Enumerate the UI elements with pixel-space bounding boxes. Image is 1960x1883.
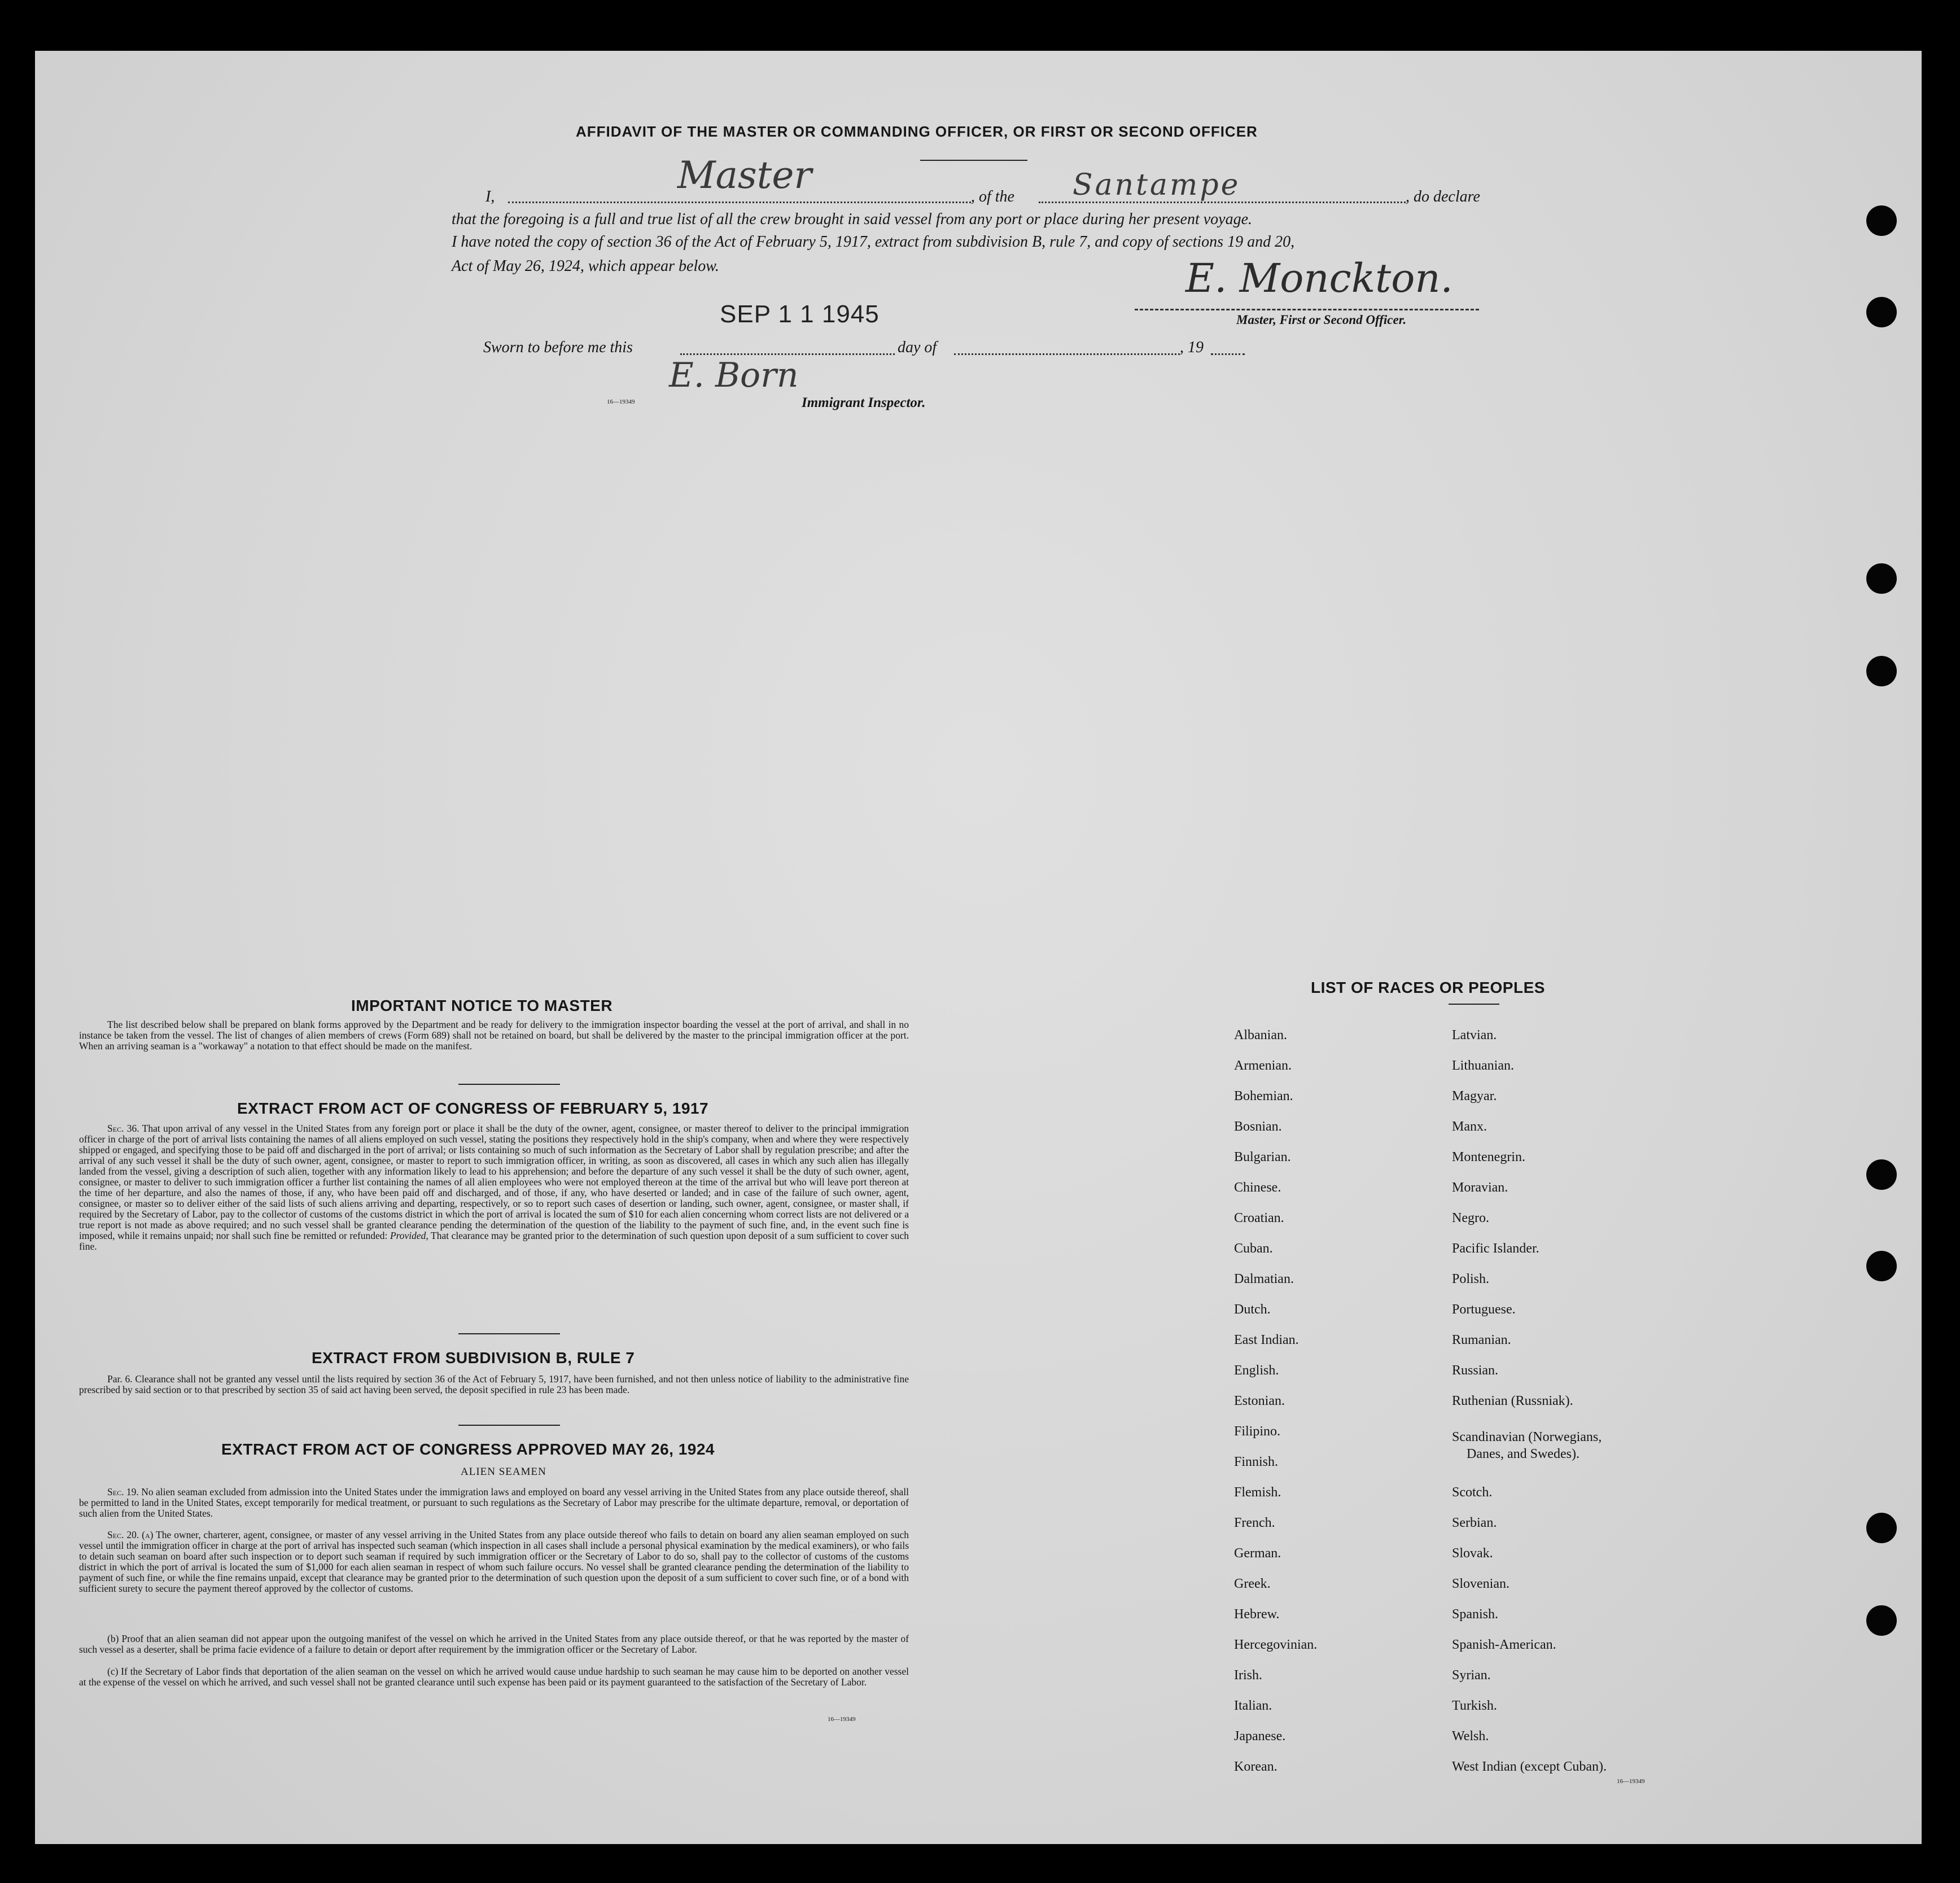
extract-1917-title: EXTRACT FROM ACT OF CONGRESS OF FEBRUARY 5, 1917 (237, 1100, 709, 1117)
race-left-item: Filipino. (1234, 1424, 1281, 1439)
race-right-item: Ruthenian (Russniak). (1452, 1394, 1573, 1408)
affidavit-i-label: I, (485, 188, 495, 205)
sec36-text: That upon arrival of any vessel in the United States from any foreign port or place it shall be the duty of the owner, agent, consignee, or master thereof to deliver to the principal immigration officer in charge of the port of arrival lists containing the names of all aliens employed on such vessel, stating the positions they respectively hold in the ship's company, when and where they were respectively shipped or engaged, and specifying those to be paid off and discharged in the port of arrival; or lists containing so much of such information as the Secretary of Labor shall by regulation prescribe; and after the arrival of any such vessel it shall be the duty of such owner, agent, consignee, or master to report to such immigration officer, in writing, as soon as discovered, all cases in which any such alien has illegally landed from the vessel, giving a description of such alien, together with any information likely to lead to his apprehension; and before the departure of any such vessel it shall be the duty of such owner, agent, consignee, or master to deliver to such immigration officer a further list containing the names of all alien employees who were not employed thereon at the time of the arrival but who will leave port thereon at the time of her departure, and also the names of those, if any, who have been paid off and discharged, and of those, if any, who have deserted or landed; and in case of the failure of such owner, agent, consignee, or master so to deliver either of the said lists of such aliens arriving and departing, respectively, or so to report such cases of desertion or landing, such owner, agent, consignee, or master shall, if required by the Secretary of Labor, pay to the collector of customs of the customs district in which the port of arrival is located the sum of $10 for each alien concerning whom correct lists are not delivered or a true report is not made as above required; and no such vessel shall be granted clearance pending the determination of the question of the liability to the payment of such fine, and, in the event such fine is imposed, while it remains unpaid; nor shall such fine be remitted or refunded: (79, 1123, 909, 1241)
race-right-item: Latvian. (1452, 1028, 1497, 1043)
sec36-label: Sec. 36. (107, 1123, 139, 1134)
race-right-item: Magyar. (1452, 1089, 1497, 1103)
race-right-item: Negro. (1452, 1211, 1489, 1225)
sec20-label: Sec. 20. (a) (107, 1529, 154, 1540)
race-left-item: Hercegovinian. (1234, 1637, 1318, 1652)
sworn-label: Sworn to before me this (483, 339, 633, 356)
sec20a-text: The owner, charterer, agent, consignee, or master of any vessel arriving in the United States from any place outside thereof who fails to detain on board any alien seaman employed on such vessel until the immigration officer in charge at the port of arrival has inspected such seaman (which inspection in all cases shall include a personal physical examination by the medical examiners), or who fails to detain such seaman on board after such inspection or to deport such seaman if required by such immigration officer or the Secretary of Labor to do so, shall pay to the collector of customs of the customs district in which the port of arrival is located the sum of $1,000 for each alien seaman in respect of whom such failure occurs. No vessel shall be granted clearance pending the determination of the liability to payment of such fine, or while the fine remains unpaid, except that clearance may be granted prior to the determination of such question upon the deposit of a sum sufficient to cover such fine, or of a bond with sufficient surety to secure the payment thereof approved by the collector of customs. (79, 1529, 909, 1594)
sec19-label: Sec. 19. (107, 1486, 139, 1497)
punch-hole (1866, 563, 1897, 594)
alien-seamen-subtitle: ALIEN SEAMEN (461, 1466, 546, 1478)
race-right-item: Moravian. (1452, 1180, 1508, 1195)
race-left-item: Bosnian. (1234, 1119, 1282, 1134)
race-right-item: Turkish. (1452, 1698, 1497, 1713)
extract-form-number: 16—19349 (828, 1716, 856, 1723)
rule7-text: Par. 6. Clearance shall not be granted any vessel until the lists required by section 36 of the Act of February 5, 1917, have been furnished, and not then unless notice of liability to the administrative fine prescribed by said section or to that prescribed by section 35 of said act having been served, the deposit specified in rule 23 has been made. (79, 1373, 909, 1395)
section-divider (458, 1084, 560, 1085)
extract-1924-title: EXTRACT FROM ACT OF CONGRESS APPROVED MAY 26, 1924 (221, 1440, 715, 1458)
races-title: LIST OF RACES OR PEOPLES (1311, 979, 1545, 996)
sec20c-body (79, 1666, 909, 1688)
punch-hole (1866, 205, 1897, 236)
punch-hole (1866, 1159, 1897, 1190)
handwritten-vessel: Santampe (1073, 168, 1241, 202)
race-right-item: Slovenian. (1452, 1577, 1510, 1591)
affidavit-line-4: Act of May 26, 1924, which appear below. (452, 257, 719, 275)
race-left-item: Hebrew. (1234, 1607, 1280, 1622)
race-left-item: English. (1234, 1363, 1279, 1378)
race-left-item: Armenian. (1234, 1058, 1292, 1073)
race-right-item: Montenegrin. (1452, 1150, 1525, 1164)
race-right-item: Russian. (1452, 1363, 1499, 1378)
sec20b-body (79, 1634, 909, 1655)
notice-title: IMPORTANT NOTICE TO MASTER (351, 997, 613, 1014)
race-left-item: Italian. (1234, 1698, 1272, 1713)
punch-hole (1866, 297, 1897, 327)
race-left-item: Korean. (1234, 1759, 1278, 1774)
sec19-body (79, 1487, 909, 1519)
race-left-item: Chinese. (1234, 1180, 1281, 1195)
master-name-line (508, 202, 971, 203)
affidavit-line-3: I have noted the copy of section 36 of the Act of February 5, 1917, extract from subdivision B, rule 7, and copy of sections 19 and 20, (452, 233, 1295, 251)
race-right-item: Spanish. (1452, 1607, 1499, 1622)
race-right-item: Rumanian. (1452, 1333, 1511, 1347)
rule7-body (79, 1374, 909, 1395)
race-left-item: East Indian. (1234, 1333, 1299, 1347)
races-divider (1449, 1004, 1499, 1005)
race-left-item: Finnish. (1234, 1455, 1279, 1469)
section-divider (458, 1425, 560, 1426)
race-right-item: Manx. (1452, 1119, 1487, 1134)
section-divider (458, 1333, 560, 1334)
extract-1917-body (79, 1123, 909, 1252)
punch-hole (1866, 1251, 1897, 1281)
notice-text: The list described below shall be prepared on blank forms approved by the Department and be ready for delivery to the immigration inspector boarding the vessel at the port of arrival, and shall in no instance be taken from the vessel. The list of changes of alien members of crews (Form 689) shall not be retained on board, but shall be delivered by the master to the principal immigration officer at the port. When an arriving seaman is a "workaway" a notation to that effect should be made on the manifest. (79, 1019, 909, 1052)
sec36-tail: That clearance may be granted prior to the determination of such question upon deposit of a sum sufficient to cover such fine. (79, 1230, 909, 1252)
signature-line (1135, 309, 1479, 310)
race-left-item: Irish. (1234, 1668, 1262, 1683)
sworn-day-line (680, 353, 895, 355)
race-left-item: Albanian. (1234, 1028, 1287, 1043)
title-divider (920, 160, 1027, 161)
race-left-item: Greek. (1234, 1577, 1271, 1591)
sworn-month-line (954, 353, 1180, 355)
sec20b-text: (b) Proof that an alien seaman did not appear upon the outgoing manifest of the vessel on which he arrived in the United States from any place outside thereof, or that he was reported by the master of such vessel as a deserter, shall be prima facie evidence of a failure to detain or deport after requirement by the immigration officer or the Secretary of Labor. (79, 1633, 909, 1655)
race-right-item: Spanish-American. (1452, 1637, 1556, 1652)
affidavit-line-2: that the foregoing is a full and true list of all the crew brought in said vessel from any port or place during her present voyage. (452, 211, 1253, 228)
punch-hole (1866, 656, 1897, 686)
do-declare-label: , do declare (1406, 188, 1480, 205)
race-left-item: Dutch. (1234, 1302, 1271, 1317)
sec20c-text: (c) If the Secretary of Labor finds that deportation of the alien seaman on the vessel on which he arrived would cause undue hardship to such seaman he may cause him to be deported on another vessel at the expense of the vessel on which he arrived, and such vessel shall not be granted clearance until such expense has been paid or its payment guaranteed to the satisfaction of the Secretary of Labor. (79, 1666, 909, 1688)
inspector-caption: Immigrant Inspector. (802, 395, 926, 410)
race-right-item: Welsh. (1452, 1729, 1489, 1744)
officer-caption: Master, First or Second Officer. (1236, 313, 1407, 327)
affidavit-form-number: 16—19349 (607, 399, 635, 405)
sec19-text: No alien seaman excluded from admission into the United States under the immigration laws and employed on board any vessel arriving in the United States from any place outside thereof, shall be permitted to land in the United States, except temporarily for medical treatment, or pursuant to such regulations as the Secretary of Labor may prescribe for the ultimate departure, removal, or deportation of such alien from the United States. (79, 1486, 909, 1519)
race-left-item: Bulgarian. (1234, 1150, 1291, 1164)
race-right-item: Lithuanian. (1452, 1058, 1514, 1073)
affidavit-title: AFFIDAVIT OF THE MASTER OR COMMANDING OFFICER, OR FIRST OR SECOND OFFICER (576, 123, 1258, 140)
sworn-year-line (1211, 353, 1245, 355)
rule7-title: EXTRACT FROM SUBDIVISION B, RULE 7 (312, 1349, 635, 1367)
master-signature: E. Monckton. (1185, 255, 1453, 301)
sec20a-body (79, 1530, 909, 1594)
race-left-item: Estonian. (1234, 1394, 1285, 1408)
inspector-signature: E. Born (669, 356, 799, 395)
races-form-number: 16—19349 (1617, 1778, 1645, 1785)
race-left-item: Flemish. (1234, 1485, 1281, 1500)
race-left-item: Cuban. (1234, 1241, 1273, 1256)
race-right-item: Scotch. (1452, 1485, 1493, 1500)
received-date-stamp: SEP 1 1 1945 (720, 300, 880, 328)
race-left-item: German. (1234, 1546, 1281, 1561)
handwritten-master: Master (677, 154, 812, 197)
notice-body (79, 1019, 909, 1052)
race-right-item: Polish. (1452, 1272, 1490, 1286)
race-right-item: Serbian. (1452, 1516, 1497, 1530)
race-left-item: Dalmatian. (1234, 1272, 1294, 1286)
race-right-item: Slovak. (1452, 1546, 1493, 1561)
race-left-item: Japanese. (1234, 1729, 1286, 1744)
race-right-item: Syrian. (1452, 1668, 1491, 1683)
provided-label: Provided, (390, 1230, 428, 1241)
year-label: , 19 (1180, 339, 1204, 356)
day-of-label: day of (898, 339, 937, 356)
punch-hole (1866, 1513, 1897, 1543)
punch-hole (1866, 1605, 1897, 1636)
race-right-item: West Indian (except Cuban). (1452, 1759, 1607, 1774)
race-left-item: Croatian. (1234, 1211, 1284, 1225)
race-right-item: Pacific Islander. (1452, 1241, 1539, 1256)
race-left-item: Bohemian. (1234, 1089, 1293, 1103)
race-right-item: Scandinavian (Norwegians, (1452, 1430, 1602, 1444)
race-right-item: Portuguese. (1452, 1302, 1516, 1317)
race-left-item: French. (1234, 1516, 1275, 1530)
of-the-label: , of the (971, 188, 1014, 205)
race-right-item: Danes, and Swedes). (1467, 1447, 1580, 1461)
